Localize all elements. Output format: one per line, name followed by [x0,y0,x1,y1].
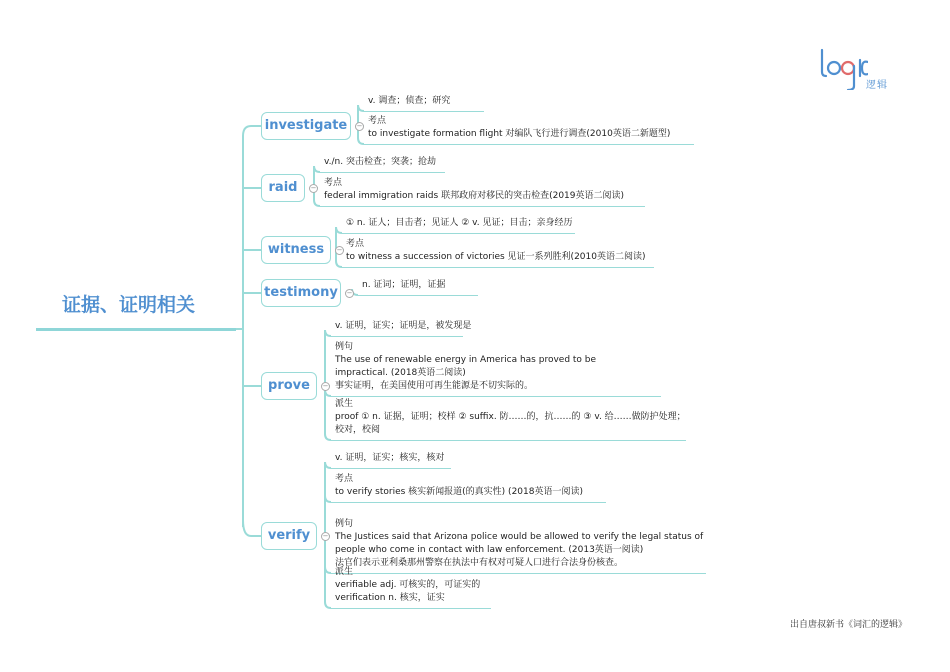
detail-heading: 考点 [335,474,354,484]
detail-heading: 考点 [368,116,387,126]
root-title: 证据、证明相关 [62,294,196,316]
word-node-verify[interactable]: verify [261,522,317,550]
word-node-witness[interactable]: witness [261,236,331,264]
detail-text: v. 证明，证实；证明是，被发现是 [335,321,472,331]
detail-text: 校对，校阅 [335,425,381,435]
collapse-toggle-icon[interactable]: − [336,246,343,254]
detail-text: verifiable adj. 可核实的，可证实的 [335,580,481,590]
detail-text: to witness a succession of victories 见证一系列胜利(2010英语二阅读) [346,252,646,262]
detail-underline [331,396,661,397]
collapse-toggle-icon[interactable]: − [310,184,317,192]
collapse-toggle-icon[interactable]: − [346,289,353,297]
detail-underline [331,440,686,441]
detail-text: proof ① n. 证据，证明；校样 ② suffix. 防……的，抗……的 ③ v. 给……做防护处理； [335,412,686,422]
detail-underline [342,267,654,268]
detail-text: to verify stories 核实新闻报道(的真实性) (2018英语一阅读) [335,487,583,497]
detail-text: impractical. (2018英语二阅读) [335,368,466,378]
detail-heading: 派生 [335,567,354,577]
collapse-toggle-icon[interactable]: − [322,532,329,540]
detail-text: people who come in contact with law enforcement. (2013英语一阅读) [335,545,644,555]
word-node-investigate[interactable]: investigate [261,112,351,140]
word-node-testimony[interactable]: testimony [261,279,341,307]
detail-underline [331,573,706,574]
collapse-toggle-icon[interactable]: − [356,122,363,130]
detail-underline [331,608,491,609]
detail-heading: 考点 [324,178,343,188]
logo-text: 逻辑 [866,80,888,91]
detail-text: n. 证词；证明，证据 [362,280,446,290]
connector-line [243,520,261,536]
detail-text: v. 调查；侦查；研究 [368,96,451,106]
detail-underline [364,111,484,112]
logic-logo-icon [818,46,868,90]
footer-source: 出自唐叔新书《词汇的逻辑》 [790,620,908,630]
detail-underline [331,336,463,337]
detail-heading: 考点 [346,239,365,249]
detail-underline [331,502,606,503]
detail-underline [320,206,645,207]
detail-underline [342,233,575,234]
detail-text: ① n. 证人；目击者；见证人 ② v. 见证；目击；亲身经历 [346,218,573,228]
connector-line [325,386,331,440]
detail-underline [320,172,445,173]
detail-text: 事实证明，在美国使用可再生能源是不切实际的。 [335,381,534,391]
detail-heading: 派生 [335,399,354,409]
detail-heading: 例句 [335,342,354,352]
detail-text: The use of renewable energy in America has proved to be [335,355,597,365]
detail-text: verification n. 核实，证实 [335,593,445,603]
detail-underline [364,144,694,145]
detail-text: v./n. 突击检查；突袭；抢劫 [324,157,436,167]
word-node-raid[interactable]: raid [261,174,305,202]
detail-text: The Justices said that Arizona police would be allowed to verify the legal status of [335,532,704,542]
detail-underline [358,295,478,296]
detail-text: federal immigration raids 联邦政府对移民的突击检查(2019英语二阅读) [324,191,625,201]
detail-text: 法官们表示亚利桑那州警察在执法中有权对可疑人口进行合法身份核查。 [335,558,624,568]
detail-text: to investigate formation flight 对编队飞行进行调查(2010英语二新题型) [368,129,671,139]
detail-text: v. 证明，证实；核实，核对 [335,453,445,463]
detail-underline [331,468,451,469]
connector-line [325,330,331,386]
collapse-toggle-icon[interactable]: − [322,382,329,390]
connector-line [243,126,261,136]
detail-heading: 例句 [335,519,354,529]
word-node-prove[interactable]: prove [261,372,317,400]
